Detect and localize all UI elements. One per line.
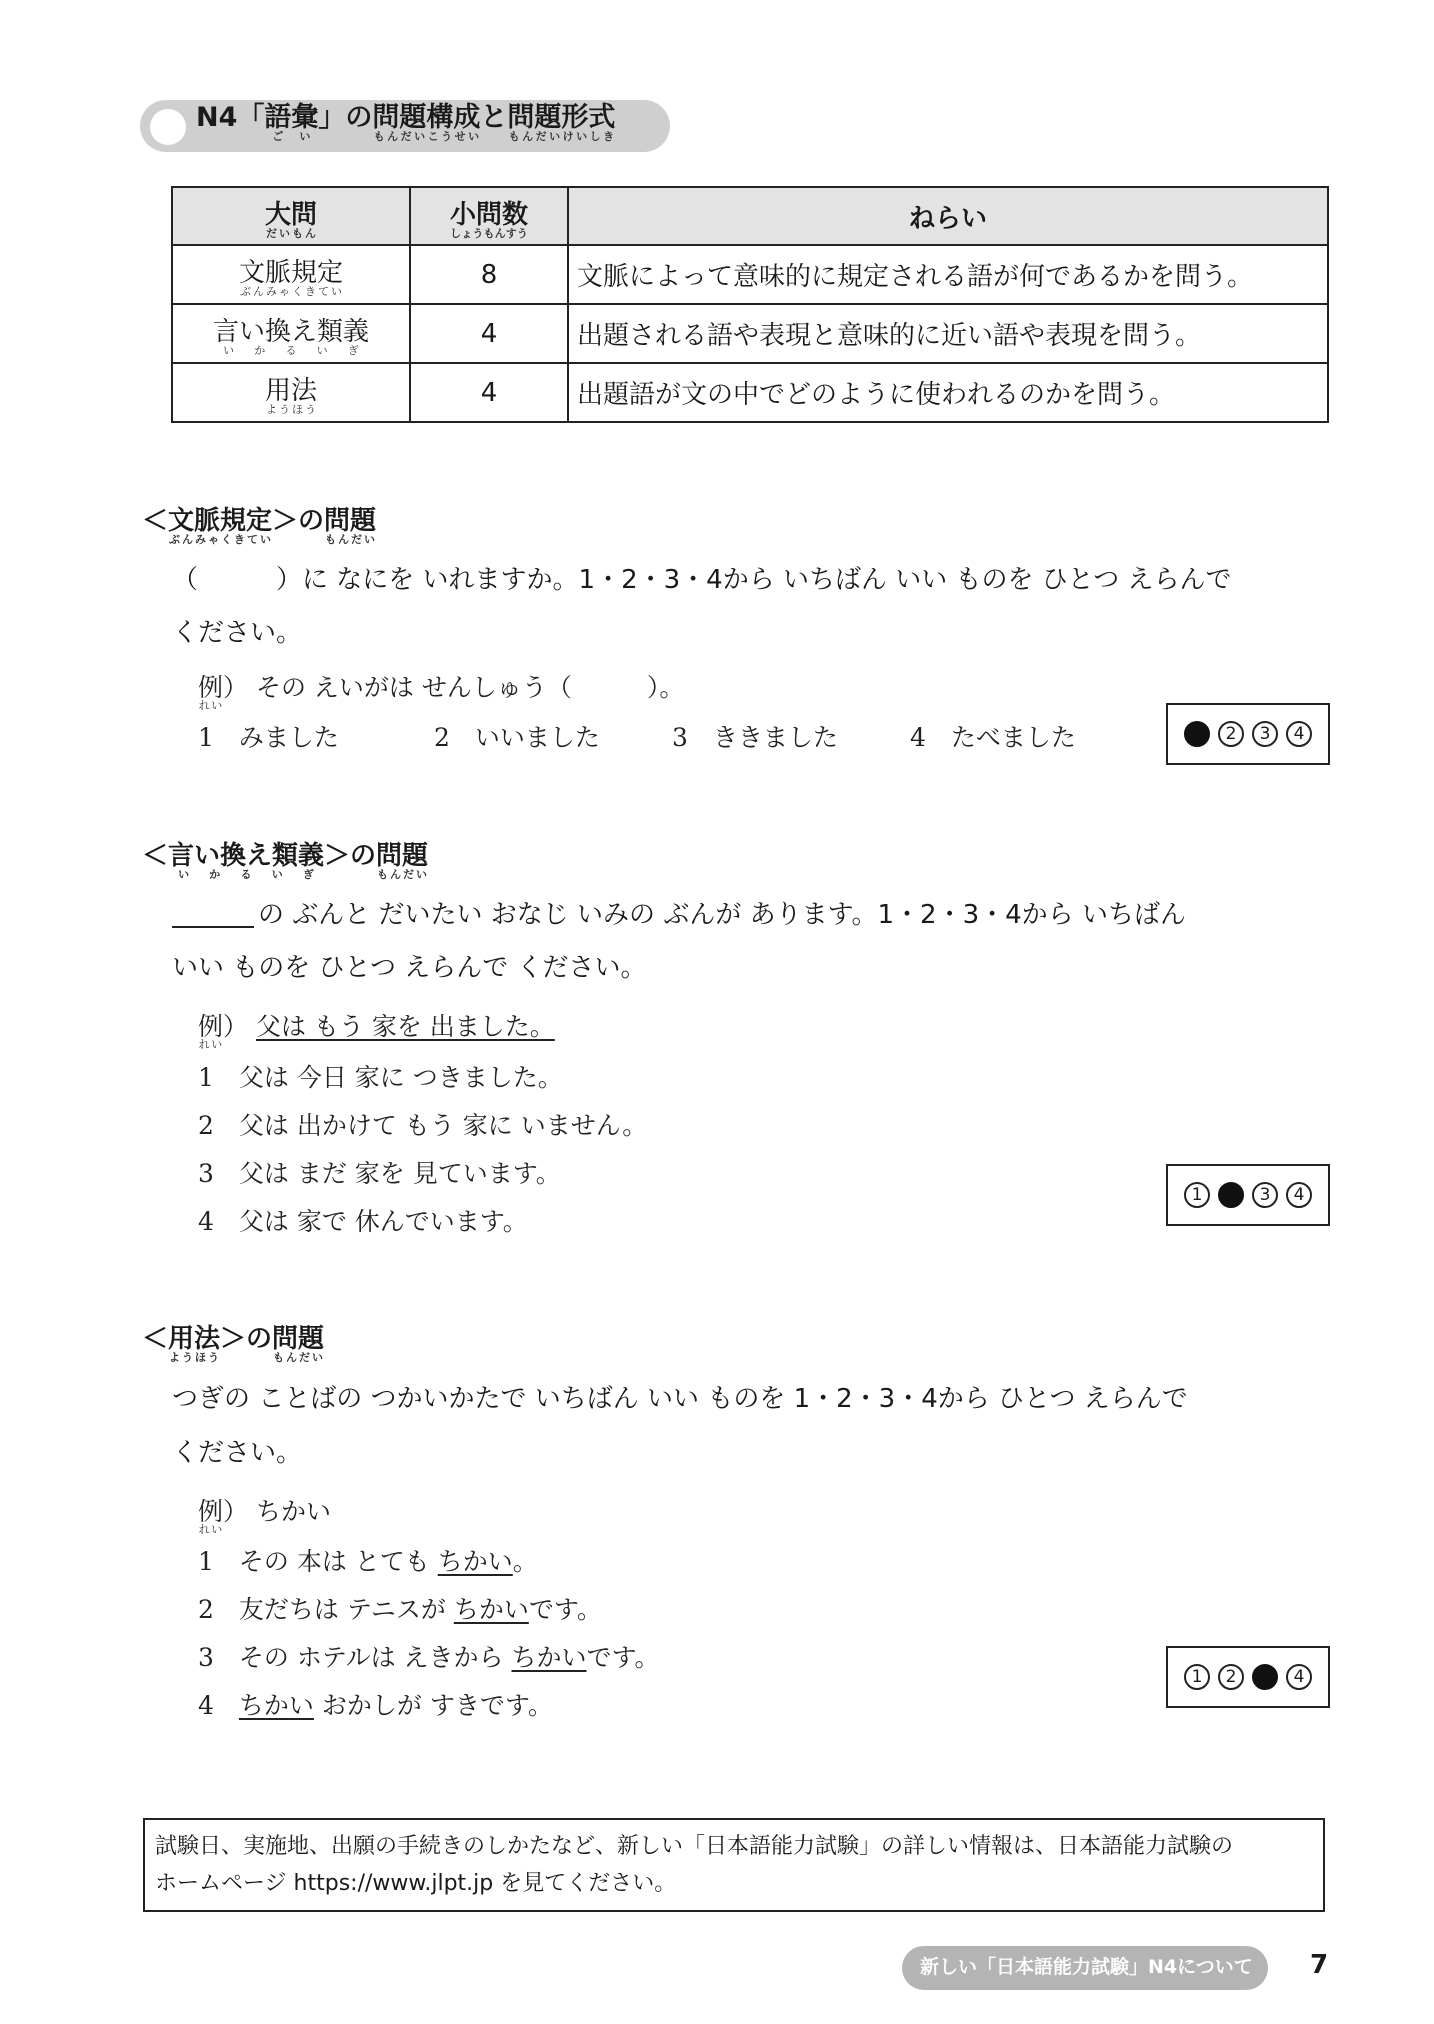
page-number: 7: [1310, 1950, 1329, 1980]
footer-title: 新しい「日本語能力試験」N4について: [920, 1956, 1253, 1978]
table-row: 用法ようほう 4 出題語が文の中でどのように使われるのかを問う。: [172, 363, 1328, 422]
instruction-text: つぎの ことばの つかいかたで いちばん いい ものを 1・2・3・4から ひとつ えらんで: [172, 1384, 1188, 1414]
instruction-text: の ぶんと だいたい おなじ いみの ぶんが あります。1・2・3・4から いちばん: [172, 902, 1186, 928]
option-2: 2 父は 出かけて もう 家に いません。: [198, 1111, 648, 1140]
example-sentence: 例れい） 父は もう 家を 出ました。: [198, 1012, 555, 1051]
instruction-text: ください。: [172, 618, 303, 648]
section-heading-bunmyaku: ＜文脈規定ぶんみゃくきてい＞の問題もんだい: [142, 506, 377, 546]
answer-mark: 2: [1218, 1664, 1244, 1690]
example-sentence: 例れい） ちかい: [198, 1497, 331, 1536]
option-3: 3 父は まだ 家を 見ています。: [198, 1159, 561, 1188]
option-4: 4 父は 家で 休んでいます。: [198, 1207, 528, 1236]
answer-mark: 4: [1286, 1182, 1312, 1208]
answer-mark: 2: [1218, 721, 1244, 747]
col-nerai: ねらい: [568, 187, 1328, 245]
section-heading-youhou: ＜用法ようほう＞の問題もんだい: [142, 1324, 325, 1364]
table-row: 文脈規定ぶんみゃくきてい 8 文脈によって意味的に規定される語が何であるかを問う。: [172, 245, 1328, 304]
option-1: 1 みました: [198, 723, 339, 752]
answer-box: [1166, 1164, 1330, 1226]
answer-mark: 3: [1252, 1182, 1278, 1208]
option-2: 2 友だちは テニスが ちかいです。: [198, 1595, 602, 1624]
answer-mark: 4: [1286, 1664, 1312, 1690]
example-sentence: 例れい） その えいがは せんしゅう（ ）。: [198, 673, 685, 712]
answer-mark: 1: [1184, 1182, 1210, 1208]
col-daimon: 大問だいもん: [172, 187, 410, 245]
answer-box: [1166, 703, 1330, 765]
option-1: 1 その 本は とても ちかい。: [198, 1547, 538, 1576]
notice-line: 試験日、実施地、出願の手続きのしかたなど、新しい「日本語能力試験」の詳しい情報は、日本語能力試験の: [155, 1834, 1234, 1859]
notice-line: ホームページ https://www.jlpt.jp を見てください。: [155, 1871, 677, 1897]
table-header-row: [172, 187, 1328, 245]
blank-underline: [172, 902, 254, 928]
option-1: 1 父は 今日 家に つきました。: [198, 1063, 563, 1092]
option-4: 4 ちかい おかしが すきです。: [198, 1691, 553, 1720]
answer-mark-filled: 1: [1184, 721, 1210, 747]
instruction-text: いい ものを ひとつ えらんで ください。: [172, 953, 647, 983]
answer-mark: 3: [1252, 721, 1278, 747]
section-heading-iikae: ＜言い換え類義いかるいぎ＞の問題もんだい: [142, 841, 429, 881]
instruction-text: （ ）に なにを いれますか。1・2・3・4から いちばん いい ものを ひとつ えらんで: [172, 565, 1232, 595]
circle-bullet-icon: [150, 109, 186, 145]
info-notice-box: [143, 1818, 1325, 1912]
col-shomonsu: 小問数しょうもんすう: [410, 187, 568, 245]
option-4: 4 たべました: [910, 723, 1076, 752]
question-structure-table: [171, 186, 1329, 423]
answer-mark-filled: 3: [1252, 1664, 1278, 1690]
answer-box: [1166, 1646, 1330, 1708]
table-row: 言い換え類義いかるいぎ 4 出題される語や表現と意味的に近い語や表現を問う。: [172, 304, 1328, 363]
page-title: N4「語彙ごい」の問題もんだい構成こうせいと問題もんだい形式けいしき: [196, 102, 616, 143]
answer-mark: 1: [1184, 1664, 1210, 1690]
option-3: 3 ききました: [672, 723, 838, 752]
instruction-text: ください。: [172, 1438, 303, 1468]
answer-mark-filled: 2: [1218, 1182, 1244, 1208]
answer-mark: 4: [1286, 721, 1312, 747]
option-2: 2 いいました: [434, 723, 600, 752]
option-3: 3 その ホテルは えきから ちかいです。: [198, 1643, 660, 1672]
